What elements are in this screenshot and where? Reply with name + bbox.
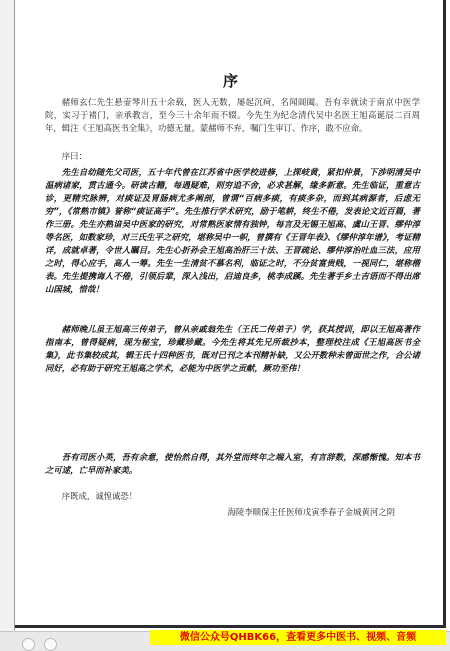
preface-paragraph-1: 赭师玄仁先生悬壶琴川五十余载，医人无数，屡起沉疴，名闻阊阖。吾有幸就读于南京中医学院，实习于褚门，亲承教言，至今三十余年而不辍。今先生为纪念清代吴中名医王旭高诞辰二百周年，辑注《王旭高医书全集》，功德无量。蒙赭师不弃，嘱门生审订、作序，敢不应命。	[45, 97, 420, 133]
handwritten-paragraph-3: 吾有司医小英，吾有余意，使怡然自得，其外堂而终年之端入室，有言辞数，深感惭愧。知本书之可逑，亡早而补家美。	[45, 452, 420, 475]
page-title: 序	[222, 72, 238, 90]
page-indicator-icon[interactable]	[22, 638, 35, 651]
viewer-left-margin	[0, 0, 15, 650]
watermark-banner: 微信公众号QHBK66，查看更多中医书、视频、音频	[150, 630, 446, 645]
handwritten-paragraph-2: 赭师晚儿虽王旭高三传弟子，曾从亲戚翁先生（王氏二传弟子）学，获其授训，即以王旭高著作指南本，曾得疑病，现为秘宝，珍藏珍藏。今先生将其先兄所裁抄本，整理校注成《王旭高医书全集》，此书集较成其，辑王氏十四种医书，既对已刊之本刊精补缺，又公开数种未曾面世之作，合公诸同好，必有助于研究王旭高之学术，必能为中医学之贡献，厥功至伟！	[45, 324, 420, 373]
page-indicator-icon[interactable]	[44, 638, 57, 651]
handwritten-paragraph-1: 先生自幼随先父司医，五十年代曾在江苏省中医学校进修，上探岐黄，紧扣仲景，下涉明清吴中温病诸家，贯古通今。研读古籍，每遇疑难，则穷追不舍，必求甚解，缘多新意。先生临证，重意古诊，更精究脉辨，对痰证及胃肠病尤多阐剖，曾谓“百病多痰，有痰多杂，而到其病源者，后虑无穷”，《常熟市镇》誉称“痰证高手”。先生推行学术研究，励于笔耕，终生不倦，发表论文近百篇，著作三册。先生亦熟谙吴中医家的研究，对常熟医家情有独钟，每言及无锡王旭高、虞山王晋、缪仲淳等名医，如数家珍，对三氏生平之研究，堪称吴中一帜，曾撰有《王晋年表》、《缪仲淳年谱》，考证精详，成就卓著，令世人瞩目。先生心折孙会王旭高治肝三十法、王晋疏论、缪仲淳治吐血三法，应用之时，得心应手，高人一筹。先生一生清贫不慕名利，临证之时，不分贫富贵贱，一视同仁，堪称楷表。先生提携诲人不倦，引领后辈，深入浅出，启迪良多，桃李成蹊。先生著手乡土吉语而不得出席山国城，惜哉！	[45, 167, 420, 294]
preface-paragraph-2: 序曰：	[61, 151, 87, 161]
preface-closing: 序既成，诚惶诚恐！	[61, 491, 138, 501]
scanned-page	[15, 0, 446, 628]
signature-line: 海陵李顺保主任医师戊寅季春子金城黄河之阴	[227, 507, 395, 517]
